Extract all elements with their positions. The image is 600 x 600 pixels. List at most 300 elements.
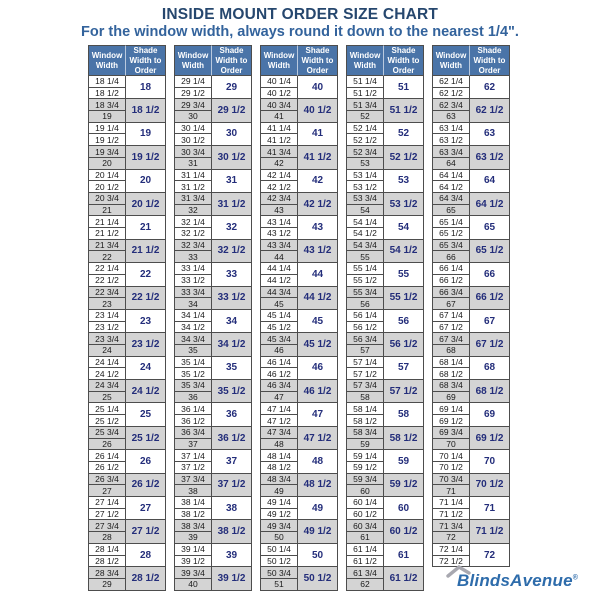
shade-width-cell: 57 bbox=[384, 357, 423, 379]
window-width-cell: 64 1/2 bbox=[433, 181, 469, 192]
window-width-cells bbox=[89, 474, 126, 496]
table-row bbox=[260, 450, 338, 473]
table-row bbox=[260, 497, 338, 520]
shade-width-cell: 51 1/2 bbox=[384, 99, 423, 121]
shade-width-cell: 40 bbox=[298, 76, 337, 98]
table-row bbox=[174, 193, 252, 216]
shade-width-cell: 31 1/2 bbox=[212, 193, 251, 215]
window-width-cell: 43 3/4 bbox=[261, 240, 297, 252]
window-width-cell: 50 3/4 bbox=[261, 567, 297, 579]
window-width-cells bbox=[433, 544, 470, 566]
window-width-cell: 31 3/4 bbox=[175, 193, 211, 205]
shade-width-cell: 35 bbox=[212, 357, 251, 379]
window-width-cell: 65 1/2 bbox=[433, 228, 469, 239]
table-row bbox=[346, 380, 424, 403]
table-row bbox=[260, 544, 338, 567]
window-width-cell: 67 3/4 bbox=[433, 333, 469, 345]
window-width-header: Window Width bbox=[432, 45, 470, 76]
size-chart-table bbox=[88, 45, 510, 591]
window-width-cell: 27 1/4 bbox=[89, 497, 125, 509]
window-width-cell: 69 bbox=[433, 392, 469, 403]
shade-width-cell: 68 1/2 bbox=[470, 380, 509, 402]
shade-width-cell: 66 1/2 bbox=[470, 287, 509, 309]
window-width-cells bbox=[433, 76, 470, 98]
window-width-cell: 37 3/4 bbox=[175, 474, 211, 486]
shade-width-cell: 47 1/2 bbox=[298, 427, 337, 449]
window-width-cells bbox=[433, 380, 470, 402]
shade-width-cell: 37 bbox=[212, 450, 251, 472]
shade-width-cell: 58 1/2 bbox=[384, 427, 423, 449]
shade-width-cell: 61 1/2 bbox=[384, 567, 423, 589]
window-width-cells bbox=[89, 497, 126, 519]
window-width-cell: 22 1/2 bbox=[89, 275, 125, 286]
brand-name bbox=[457, 571, 578, 591]
shade-width-cell: 44 1/2 bbox=[298, 287, 337, 309]
window-width-cells bbox=[347, 567, 384, 589]
table-row bbox=[174, 497, 252, 520]
shade-width-cell: 55 bbox=[384, 263, 423, 285]
window-width-cell: 20 1/2 bbox=[89, 181, 125, 192]
table-row bbox=[88, 450, 166, 473]
column-group bbox=[346, 45, 424, 591]
window-width-cells bbox=[433, 123, 470, 145]
window-width-cell: 65 bbox=[433, 205, 469, 216]
window-width-cells bbox=[175, 216, 212, 238]
window-width-cell: 21 bbox=[89, 205, 125, 216]
shade-width-cell: 35 1/2 bbox=[212, 380, 251, 402]
window-width-cells bbox=[347, 287, 384, 309]
window-width-cell: 44 1/4 bbox=[261, 263, 297, 275]
table-row bbox=[346, 520, 424, 543]
window-width-cell: 26 bbox=[89, 439, 125, 450]
window-width-cells bbox=[89, 544, 126, 566]
window-width-cells bbox=[261, 76, 298, 98]
table-row bbox=[432, 170, 510, 193]
window-width-cell: 54 bbox=[347, 205, 383, 216]
registered-mark: ® bbox=[572, 574, 579, 582]
window-width-cell: 52 3/4 bbox=[347, 146, 383, 158]
window-width-cell: 47 3/4 bbox=[261, 427, 297, 439]
window-width-cell: 20 3/4 bbox=[89, 193, 125, 205]
table-row bbox=[346, 310, 424, 333]
window-width-cell: 46 3/4 bbox=[261, 380, 297, 392]
window-width-cells bbox=[89, 450, 126, 472]
shade-width-cell: 46 bbox=[298, 357, 337, 379]
column-group bbox=[174, 45, 252, 591]
window-width-cell: 33 1/4 bbox=[175, 263, 211, 275]
window-width-cells bbox=[261, 193, 298, 215]
window-width-cells bbox=[175, 380, 212, 402]
group-header bbox=[432, 45, 510, 76]
window-width-cell: 19 bbox=[89, 111, 125, 122]
table-row bbox=[432, 427, 510, 450]
window-width-cells bbox=[347, 544, 384, 566]
window-width-cell: 25 1/4 bbox=[89, 403, 125, 415]
table-row bbox=[260, 427, 338, 450]
shade-width-cell: 39 1/2 bbox=[212, 567, 251, 589]
window-width-cells bbox=[433, 146, 470, 168]
window-width-cell: 68 1/2 bbox=[433, 368, 469, 379]
table-row bbox=[88, 76, 166, 99]
window-width-cell: 65 3/4 bbox=[433, 240, 469, 252]
table-row bbox=[174, 216, 252, 239]
window-width-cell: 40 bbox=[175, 579, 211, 590]
window-width-cell: 18 1/2 bbox=[89, 88, 125, 99]
window-width-cell: 42 bbox=[261, 158, 297, 169]
window-width-cell: 48 3/4 bbox=[261, 474, 297, 486]
table-row bbox=[174, 403, 252, 426]
window-width-cells bbox=[89, 287, 126, 309]
window-width-cell: 63 1/2 bbox=[433, 134, 469, 145]
window-width-cell: 39 bbox=[175, 532, 211, 543]
window-width-cell: 59 3/4 bbox=[347, 474, 383, 486]
window-width-cells bbox=[175, 357, 212, 379]
window-width-cells bbox=[347, 450, 384, 472]
shade-width-cell: 25 bbox=[126, 403, 165, 425]
window-width-cell: 36 1/4 bbox=[175, 403, 211, 415]
window-width-cells bbox=[433, 287, 470, 309]
shade-width-cell: 54 1/2 bbox=[384, 240, 423, 262]
table-row bbox=[174, 520, 252, 543]
shade-width-cell: 60 1/2 bbox=[384, 520, 423, 542]
table-row bbox=[88, 146, 166, 169]
window-width-cell: 36 1/2 bbox=[175, 415, 211, 426]
table-row bbox=[174, 474, 252, 497]
shade-width-cell: 52 1/2 bbox=[384, 146, 423, 168]
window-width-cell: 40 1/2 bbox=[261, 88, 297, 99]
window-width-cells bbox=[175, 450, 212, 472]
shade-width-cell: 50 1/2 bbox=[298, 567, 337, 589]
window-width-cell: 34 bbox=[175, 298, 211, 309]
window-width-cell: 63 bbox=[433, 111, 469, 122]
shade-width-cell: 59 bbox=[384, 450, 423, 472]
window-width-cell: 21 1/2 bbox=[89, 228, 125, 239]
table-row bbox=[174, 450, 252, 473]
shade-width-cell: 26 1/2 bbox=[126, 474, 165, 496]
shade-width-cell: 49 1/2 bbox=[298, 520, 337, 542]
window-width-cell: 27 3/4 bbox=[89, 520, 125, 532]
shade-width-cell: 71 1/2 bbox=[470, 520, 509, 542]
window-width-cells bbox=[261, 544, 298, 566]
window-width-cell: 72 bbox=[433, 532, 469, 543]
table-row bbox=[346, 216, 424, 239]
window-width-header: Window Width bbox=[346, 45, 384, 76]
window-width-cell: 34 1/2 bbox=[175, 322, 211, 333]
table-row bbox=[346, 240, 424, 263]
table-row bbox=[432, 146, 510, 169]
shade-width-cell: 29 1/2 bbox=[212, 99, 251, 121]
window-width-cells bbox=[433, 240, 470, 262]
window-width-cells bbox=[261, 263, 298, 285]
window-width-cell: 67 bbox=[433, 298, 469, 309]
table-row bbox=[432, 474, 510, 497]
window-width-cells bbox=[175, 567, 212, 589]
window-width-cell: 21 1/4 bbox=[89, 216, 125, 228]
window-width-cell: 38 1/2 bbox=[175, 509, 211, 520]
table-row bbox=[432, 263, 510, 286]
shade-width-cell: 19 bbox=[126, 123, 165, 145]
table-row bbox=[174, 99, 252, 122]
shade-width-cell: 24 1/2 bbox=[126, 380, 165, 402]
window-width-cell: 39 3/4 bbox=[175, 567, 211, 579]
shade-width-cell: 67 1/2 bbox=[470, 333, 509, 355]
group-header bbox=[88, 45, 166, 76]
table-row bbox=[174, 240, 252, 263]
window-width-cell: 54 3/4 bbox=[347, 240, 383, 252]
shade-width-cell: 52 bbox=[384, 123, 423, 145]
window-width-cell: 48 1/2 bbox=[261, 462, 297, 473]
shade-width-cell: 22 1/2 bbox=[126, 287, 165, 309]
table-row bbox=[174, 357, 252, 380]
window-width-cell: 66 1/4 bbox=[433, 263, 469, 275]
window-width-cells bbox=[175, 287, 212, 309]
table-row bbox=[260, 123, 338, 146]
window-width-cell: 63 1/4 bbox=[433, 123, 469, 135]
shade-width-cell: 20 bbox=[126, 170, 165, 192]
window-width-cell: 27 1/2 bbox=[89, 509, 125, 520]
window-width-cell: 62 1/2 bbox=[433, 88, 469, 99]
window-width-cell: 64 3/4 bbox=[433, 193, 469, 205]
table-row bbox=[174, 123, 252, 146]
window-width-cell: 41 1/4 bbox=[261, 123, 297, 135]
table-row bbox=[260, 357, 338, 380]
window-width-cell: 25 bbox=[89, 392, 125, 403]
window-width-cell: 56 bbox=[347, 298, 383, 309]
window-width-cell: 43 bbox=[261, 205, 297, 216]
shade-width-cell: 58 bbox=[384, 403, 423, 425]
window-width-cell: 60 1/2 bbox=[347, 509, 383, 520]
shade-width-cell: 44 bbox=[298, 263, 337, 285]
window-width-cells bbox=[89, 380, 126, 402]
shade-width-cell: 45 bbox=[298, 310, 337, 332]
window-width-cell: 66 3/4 bbox=[433, 287, 469, 299]
shade-width-cell: 42 1/2 bbox=[298, 193, 337, 215]
window-width-cell: 50 bbox=[261, 532, 297, 543]
table-row bbox=[260, 474, 338, 497]
window-width-cell: 28 1/4 bbox=[89, 544, 125, 556]
window-width-cell: 43 1/4 bbox=[261, 216, 297, 228]
window-width-cell: 62 bbox=[347, 579, 383, 590]
table-row bbox=[174, 310, 252, 333]
table-row bbox=[346, 403, 424, 426]
window-width-cells bbox=[261, 170, 298, 192]
window-width-cells bbox=[261, 123, 298, 145]
window-width-cell: 51 bbox=[261, 579, 297, 590]
table-row bbox=[346, 357, 424, 380]
shade-width-cell: 36 bbox=[212, 403, 251, 425]
shade-width-cell: 71 bbox=[470, 497, 509, 519]
window-width-cell: 68 bbox=[433, 345, 469, 356]
shade-width-cell: 47 bbox=[298, 403, 337, 425]
window-width-cell: 61 bbox=[347, 532, 383, 543]
window-width-cell: 37 1/4 bbox=[175, 450, 211, 462]
window-width-cells bbox=[433, 403, 470, 425]
window-width-cell: 40 1/4 bbox=[261, 76, 297, 88]
shade-width-cell: 33 1/2 bbox=[212, 287, 251, 309]
window-width-cell: 71 1/2 bbox=[433, 509, 469, 520]
shade-width-cell: 43 1/2 bbox=[298, 240, 337, 262]
window-width-cell: 47 bbox=[261, 392, 297, 403]
window-width-cells bbox=[89, 310, 126, 332]
window-width-cell: 42 3/4 bbox=[261, 193, 297, 205]
shade-width-cell: 69 bbox=[470, 403, 509, 425]
column-group bbox=[432, 45, 510, 591]
window-width-cell: 57 bbox=[347, 345, 383, 356]
table-row bbox=[88, 357, 166, 380]
table-row bbox=[432, 497, 510, 520]
table-row bbox=[432, 450, 510, 473]
shade-width-cell: 23 1/2 bbox=[126, 333, 165, 355]
window-width-cell: 48 bbox=[261, 439, 297, 450]
window-width-cell: 57 1/4 bbox=[347, 357, 383, 369]
page-subtitle: For the window width, always round it down to the nearest 1/4". bbox=[81, 24, 519, 40]
shade-width-cell: 51 bbox=[384, 76, 423, 98]
window-width-cell: 61 1/4 bbox=[347, 544, 383, 556]
shade-width-cell: 40 1/2 bbox=[298, 99, 337, 121]
window-width-cells bbox=[175, 497, 212, 519]
window-width-cell: 25 3/4 bbox=[89, 427, 125, 439]
table-row bbox=[260, 146, 338, 169]
shade-width-cell: 27 1/2 bbox=[126, 520, 165, 542]
window-width-cells bbox=[261, 450, 298, 472]
window-width-cells bbox=[89, 520, 126, 542]
window-width-cells bbox=[175, 520, 212, 542]
shade-width-header: Shade Width to Order bbox=[212, 45, 252, 76]
table-row bbox=[88, 193, 166, 216]
table-row bbox=[260, 170, 338, 193]
window-width-cell: 22 bbox=[89, 251, 125, 262]
window-width-cell: 69 1/4 bbox=[433, 403, 469, 415]
window-width-cell: 49 3/4 bbox=[261, 520, 297, 532]
shade-width-cell: 28 1/2 bbox=[126, 567, 165, 589]
window-width-cell: 19 1/4 bbox=[89, 123, 125, 135]
shade-width-cell: 64 1/2 bbox=[470, 193, 509, 215]
window-width-cell: 55 bbox=[347, 251, 383, 262]
window-width-cell: 66 1/2 bbox=[433, 275, 469, 286]
window-width-cell: 35 1/2 bbox=[175, 368, 211, 379]
window-width-cell: 23 3/4 bbox=[89, 333, 125, 345]
window-width-cells bbox=[261, 427, 298, 449]
shade-width-cell: 20 1/2 bbox=[126, 193, 165, 215]
group-header bbox=[260, 45, 338, 76]
shade-width-header: Shade Width to Order bbox=[298, 45, 338, 76]
table-row bbox=[88, 99, 166, 122]
table-row bbox=[88, 520, 166, 543]
window-width-cell: 44 bbox=[261, 251, 297, 262]
window-width-cells bbox=[175, 544, 212, 566]
shade-width-cell: 54 bbox=[384, 216, 423, 238]
table-row bbox=[88, 380, 166, 403]
window-width-cell: 20 bbox=[89, 158, 125, 169]
window-width-cell: 29 bbox=[89, 579, 125, 590]
window-width-cell: 26 1/4 bbox=[89, 450, 125, 462]
window-width-cell: 49 bbox=[261, 485, 297, 496]
window-width-cells bbox=[89, 240, 126, 262]
table-row bbox=[260, 99, 338, 122]
window-width-cells bbox=[347, 310, 384, 332]
window-width-cell: 52 bbox=[347, 111, 383, 122]
window-width-cell: 51 1/2 bbox=[347, 88, 383, 99]
window-width-cell: 59 bbox=[347, 439, 383, 450]
window-width-cells bbox=[175, 403, 212, 425]
shade-width-cell: 53 bbox=[384, 170, 423, 192]
window-width-cell: 58 bbox=[347, 392, 383, 403]
window-width-cells bbox=[175, 146, 212, 168]
window-width-cell: 43 1/2 bbox=[261, 228, 297, 239]
window-width-cell: 44 3/4 bbox=[261, 287, 297, 299]
window-width-cells bbox=[175, 474, 212, 496]
window-width-cells bbox=[347, 263, 384, 285]
table-row bbox=[432, 240, 510, 263]
table-row bbox=[260, 240, 338, 263]
window-width-cell: 18 3/4 bbox=[89, 99, 125, 111]
window-width-cell: 24 bbox=[89, 345, 125, 356]
window-width-cells bbox=[175, 170, 212, 192]
window-width-cells bbox=[433, 170, 470, 192]
window-width-cells bbox=[175, 310, 212, 332]
table-row bbox=[346, 146, 424, 169]
window-width-cell: 53 1/2 bbox=[347, 181, 383, 192]
shade-width-cell: 62 bbox=[470, 76, 509, 98]
window-width-cells bbox=[89, 357, 126, 379]
window-width-cell: 49 1/4 bbox=[261, 497, 297, 509]
window-width-cells bbox=[347, 427, 384, 449]
window-width-cells bbox=[175, 333, 212, 355]
brand-logo bbox=[444, 564, 594, 596]
window-width-cell: 51 1/4 bbox=[347, 76, 383, 88]
window-width-cells bbox=[261, 310, 298, 332]
window-width-cells bbox=[261, 216, 298, 238]
window-width-cell: 60 1/4 bbox=[347, 497, 383, 509]
table-row bbox=[346, 427, 424, 450]
shade-width-cell: 28 bbox=[126, 544, 165, 566]
table-row bbox=[346, 450, 424, 473]
window-width-cell: 44 1/2 bbox=[261, 275, 297, 286]
window-width-cell: 28 bbox=[89, 532, 125, 543]
window-width-cells bbox=[261, 287, 298, 309]
window-width-cell: 53 bbox=[347, 158, 383, 169]
window-width-cell: 33 3/4 bbox=[175, 287, 211, 299]
window-width-cell: 60 bbox=[347, 485, 383, 496]
shade-width-cell: 34 1/2 bbox=[212, 333, 251, 355]
window-width-cell: 22 3/4 bbox=[89, 287, 125, 299]
window-width-cells bbox=[347, 380, 384, 402]
table-row bbox=[174, 427, 252, 450]
shade-width-header: Shade Width to Order bbox=[470, 45, 510, 76]
window-width-cells bbox=[89, 193, 126, 215]
window-width-cell: 25 1/2 bbox=[89, 415, 125, 426]
table-row bbox=[432, 403, 510, 426]
table-row bbox=[432, 380, 510, 403]
table-row bbox=[432, 123, 510, 146]
window-width-cells bbox=[175, 427, 212, 449]
window-width-cells bbox=[261, 146, 298, 168]
table-row bbox=[346, 193, 424, 216]
table-row bbox=[432, 99, 510, 122]
shade-width-cell: 24 bbox=[126, 357, 165, 379]
table-row bbox=[346, 287, 424, 310]
window-width-cell: 42 1/4 bbox=[261, 170, 297, 182]
window-width-cell: 20 1/4 bbox=[89, 170, 125, 182]
window-width-cell: 57 3/4 bbox=[347, 380, 383, 392]
window-width-cells bbox=[89, 99, 126, 121]
window-width-cell: 64 1/4 bbox=[433, 170, 469, 182]
shade-width-cell: 68 bbox=[470, 357, 509, 379]
table-row bbox=[432, 357, 510, 380]
table-row bbox=[88, 287, 166, 310]
window-width-cell: 37 1/2 bbox=[175, 462, 211, 473]
window-width-cells bbox=[89, 170, 126, 192]
